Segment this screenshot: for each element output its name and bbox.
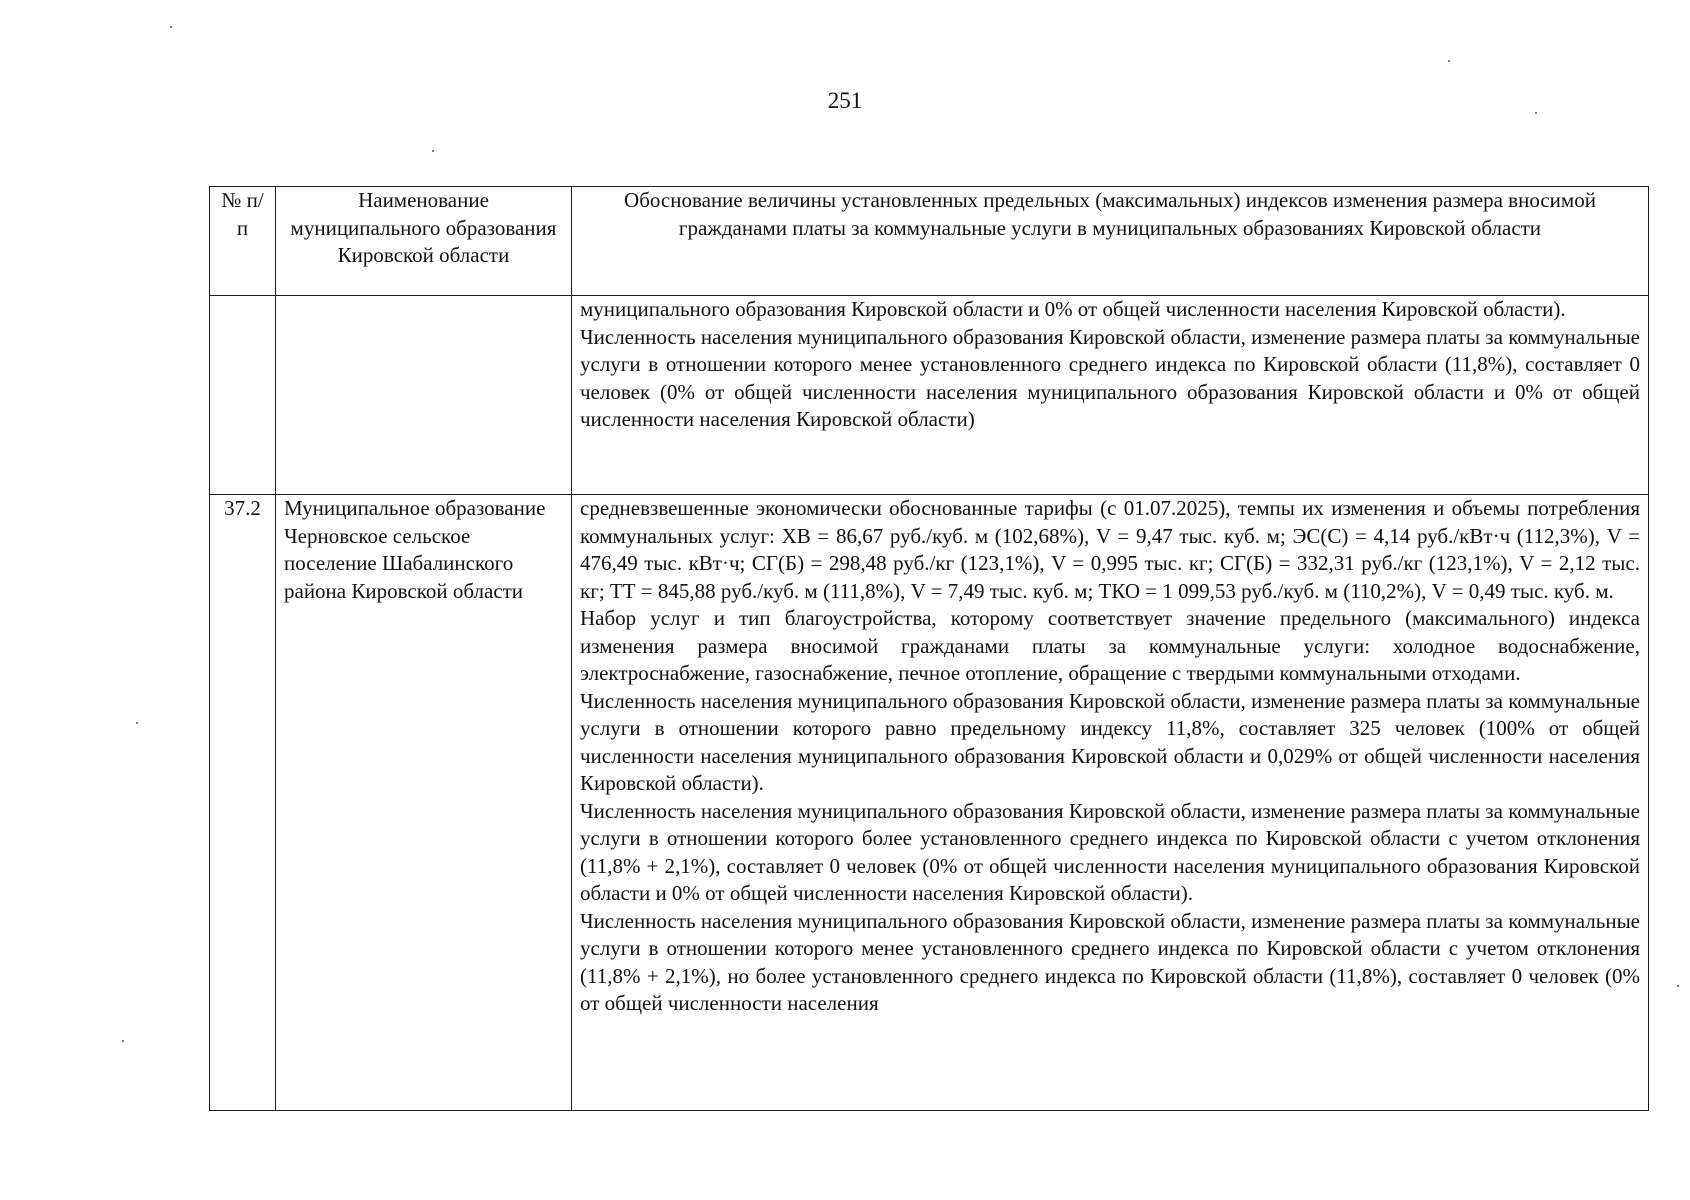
services-set-paragraph: Набор услуг и тип благоустройства, которому соответствует значение предельного (максимального) индекса изменения размера вносимой гражданами платы за коммунальные услуги: холодное водоснабжение, электроснабжение, газоснабжение, печное отопление, обращение с твердыми коммунальными отходами. (580, 606, 1640, 685)
population-equal-index-paragraph: Численность населения муниципального образования Кировской области, изменение размера платы за коммунальные услуги в отношении которого равно предельному индексу 11,8%, составляет 325 человек (100% от общей численности населения муниципального образования Кировской области и 0,029% от общей численности населения Кировской области). (580, 688, 1640, 795)
table-row-continuation (210, 296, 1649, 495)
scan-speck (122, 1040, 124, 1042)
population-above-index-paragraph: Численность населения муниципального образования Кировской области, изменение размера платы за коммунальные услуги в отношении которого более установленного среднего индекса по Кировской области с учетом отклонения (11,8% + 2,1%), составляет 0 человек (0% от общей численности населения муниципального образования Кировской области и 0% от общей численности населения Кировской области). (580, 798, 1640, 905)
population-between-index-paragraph: Численность населения муниципального образования Кировской области, изменение размера платы за коммунальные услуги в отношении которого менее установленного среднего индекса по Кировской области с учетом отклонения (11,8% + 2,1%), но более установленного среднего индекса по Кировской области (11,8%), составляет 0 человек (0% от общей численности населения (580, 908, 1640, 1015)
scan-speck (136, 722, 138, 724)
table-header-row (210, 187, 1649, 296)
scan-speck (170, 26, 172, 28)
header-municipality-name: Наименование муниципального образования Кировской области (276, 187, 572, 296)
scan-speck (1677, 985, 1679, 987)
justification-cell (572, 495, 1649, 1111)
table-row-37-2 (210, 495, 1649, 1111)
header-justification: Обоснование величины установленных предельных (максимальных) индексов изменения размера вносимой гражданами платы за коммунальные услуги в муниципальных образованиях Кировской области (572, 187, 1649, 296)
scan-speck (432, 150, 434, 152)
row-number-cell (210, 296, 276, 495)
municipality-name-cell (276, 296, 572, 495)
row-number-cell: 37.2 (210, 495, 276, 1111)
justification-paragraph: муниципального образования Кировской области и 0% от общей численности населения Кировской области). (580, 297, 1566, 321)
municipality-name-cell: Муниципальное образование Черновское сельское поселение Шабалинского района Кировской области (276, 495, 572, 1111)
header-number: № п/п (210, 187, 276, 296)
tariffs-paragraph: средневзвешенные экономически обоснованные тарифы (с 01.07.2025), темпы их изменения и объемы потребления коммунальных услуг: ХВ = 86,67 руб./куб. м (102,68%), V = 9,47 тыс. куб. м; ЭС(С) = 4,14 руб./кВт·ч (112,3%), V = 476,49 тыс. кВт·ч; СГ(Б) = 298,48 руб./кг (123,1%), V = 0,995 тыс. кг; СГ(Б) = 332,31 руб./кг (123,1%), V = 2,12 тыс. кг; ТТ = 845,88 руб./куб. м (111,8%), V = 7,49 тыс. куб. м; ТКО = 1 099,53 руб./куб. м (110,2%), V = 0,49 тыс. куб. м. (580, 496, 1640, 603)
justification-paragraph: Численность населения муниципального образования Кировской области, изменение размера платы за коммунальные услуги в отношении которого менее установленного среднего индекса по Кировской области (11,8%), составляет 0 человек (0% от общей численности населения муниципального образования Кировской области и 0% от общей численности населения Кировской области) (580, 324, 1640, 431)
index-justification-table (209, 186, 1649, 1111)
scan-speck (1448, 60, 1450, 62)
page-number: 251 (827, 88, 863, 113)
justification-cell (572, 296, 1649, 495)
scan-speck (1535, 112, 1537, 114)
